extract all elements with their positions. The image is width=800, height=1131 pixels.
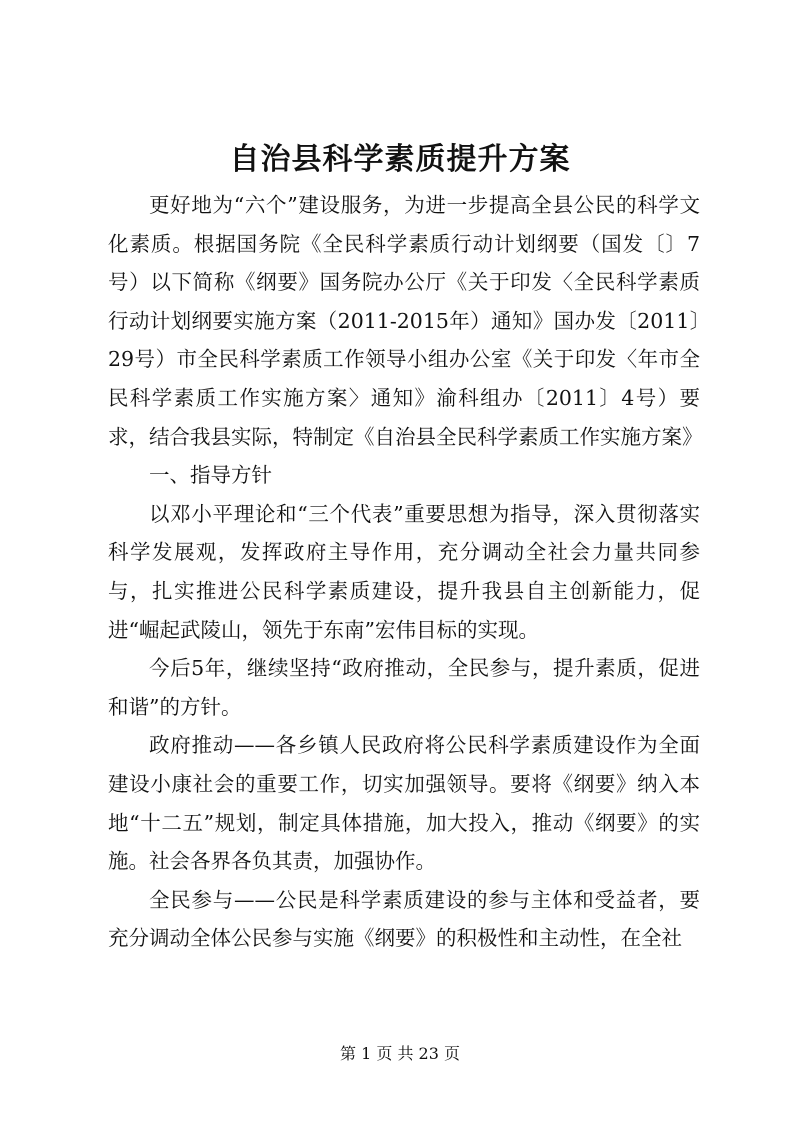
paragraph-five-year-policy: 今后5年，继续坚持“政府推动，全民参与，提升素质，促进和谐”的方针。	[108, 656, 700, 719]
document-body	[108, 186, 703, 958]
document-title: 自治县科学素质提升方案	[229, 142, 571, 177]
page-number-footer: 第 1 页 共 23 页	[340, 1044, 460, 1063]
paragraph-intro: 更好地为“六个”建设服务，为进一步提高全县公民的科学文化素质。根据国务院《全民科学素质行动计划纲要（国发〔〕7号）以下简称《纲要》国务院办公厅《关于印发〈全民科学素质行动计划纲要实施方案（2011-2015年）通知》国办发〔2011〕29号）市全民科学素质工作领导小组办公室《关于印发〈年市全民科学素质工作实施方案〉通知》渝科组办〔2011〕4号）要求，结合我县实际，特制定《自治县全民科学素质工作实施方案》	[108, 193, 703, 449]
section-heading-guiding-principles: 一、指导方针	[149, 463, 272, 488]
paragraph-government-promotion: 政府推动——各乡镇人民政府将公民科学素质建设作为全面建设小康社会的重要工作，切实加强领导。要将《纲要》纳入本地“十二五”规划，制定具体措施，加大投入，推动《纲要》的实施。社会各界各负其责，加强协作。	[108, 733, 700, 874]
paragraph-public-participation: 全民参与——公民是科学素质建设的参与主体和受益者，要充分调动全体公民参与实施《纲要》的积极性和主动性，在全社	[108, 887, 700, 951]
paragraph-guiding-theory: 以邓小平理论和“三个代表”重要思想为指导，深入贯彻落实科学发展观，发挥政府主导作用，充分调动全社会力量共同参与，扎实推进公民科学素质建设，提升我县自主创新能力，促进“崛起武陵山，领先于东南”宏伟目标的实现。	[108, 501, 700, 642]
